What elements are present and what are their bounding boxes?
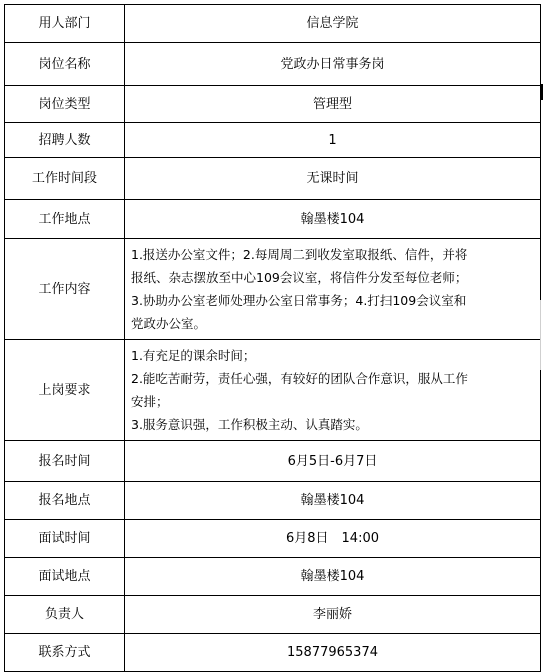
row-label: 上岗要求: [5, 340, 125, 441]
row-label: 负责人: [5, 596, 125, 634]
row-label: 报名地点: [5, 482, 125, 520]
row-value-multiline: [125, 340, 541, 441]
row-value: 翰墨楼104: [125, 200, 541, 239]
row-label: 面试地点: [5, 558, 125, 596]
row-contact: [5, 634, 541, 672]
requirement-line: 2.能吃苦耐劳，责任心强，有较好的团队合作意识，服从工作: [131, 371, 468, 386]
row-value: 1: [125, 123, 541, 158]
row-value: 翰墨楼104: [125, 558, 541, 596]
row-label: 招聘人数: [5, 123, 125, 158]
row-label: 工作时间段: [5, 158, 125, 200]
row-label: 用人部门: [5, 5, 125, 43]
row-value: 6月8日 14:00: [125, 520, 541, 558]
row-department: [5, 5, 541, 43]
row-work-content: [5, 239, 541, 340]
row-headcount: [5, 123, 541, 158]
row-work-location: [5, 200, 541, 239]
row-label: 岗位名称: [5, 43, 125, 86]
row-label: 工作地点: [5, 200, 125, 239]
row-value: 无课时间: [125, 158, 541, 200]
row-person-in-charge: [5, 596, 541, 634]
content-line: 3.协助办公室老师处理办公室日常事务；4.打扫109会议室和: [131, 293, 467, 308]
requirement-line: 1.有充足的课余时间；: [131, 348, 256, 363]
row-value: 15877965374: [125, 634, 541, 672]
row-value-multiline: [125, 239, 541, 340]
content-line: 报纸、杂志摆放至中心109会议室，将信件分发至每位老师；: [131, 270, 468, 285]
row-value: 信息学院: [125, 5, 541, 43]
row-interview-location: [5, 558, 541, 596]
row-requirements: [5, 340, 541, 441]
row-interview-time: [5, 520, 541, 558]
row-label: 联系方式: [5, 634, 125, 672]
row-label: 面试时间: [5, 520, 125, 558]
content-line: 1.报送办公室文件；2.每周周二到收发室取报纸、信件，并将: [131, 247, 468, 262]
requirement-line: 3.服务意识强，工作积极主动、认真踏实。: [131, 417, 368, 432]
job-posting-table: [4, 4, 541, 672]
row-label: 报名时间: [5, 441, 125, 482]
requirement-line: 安排；: [131, 394, 169, 409]
row-position-type: [5, 86, 541, 123]
row-value: 管理型: [125, 86, 541, 123]
row-signup-location: [5, 482, 541, 520]
row-label: 岗位类型: [5, 86, 125, 123]
table-edge-guide: [540, 300, 541, 370]
content-line: 党政办公室。: [131, 316, 207, 331]
row-signup-time: [5, 441, 541, 482]
row-value: 党政办日常事务岗: [125, 43, 541, 86]
row-value: 李丽娇: [125, 596, 541, 634]
table-edge-mark: [541, 84, 543, 100]
row-label: 工作内容: [5, 239, 125, 340]
row-position-name: [5, 43, 541, 86]
row-value: 6月5日-6月7日: [125, 441, 541, 482]
row-work-time: [5, 158, 541, 200]
row-value: 翰墨楼104: [125, 482, 541, 520]
